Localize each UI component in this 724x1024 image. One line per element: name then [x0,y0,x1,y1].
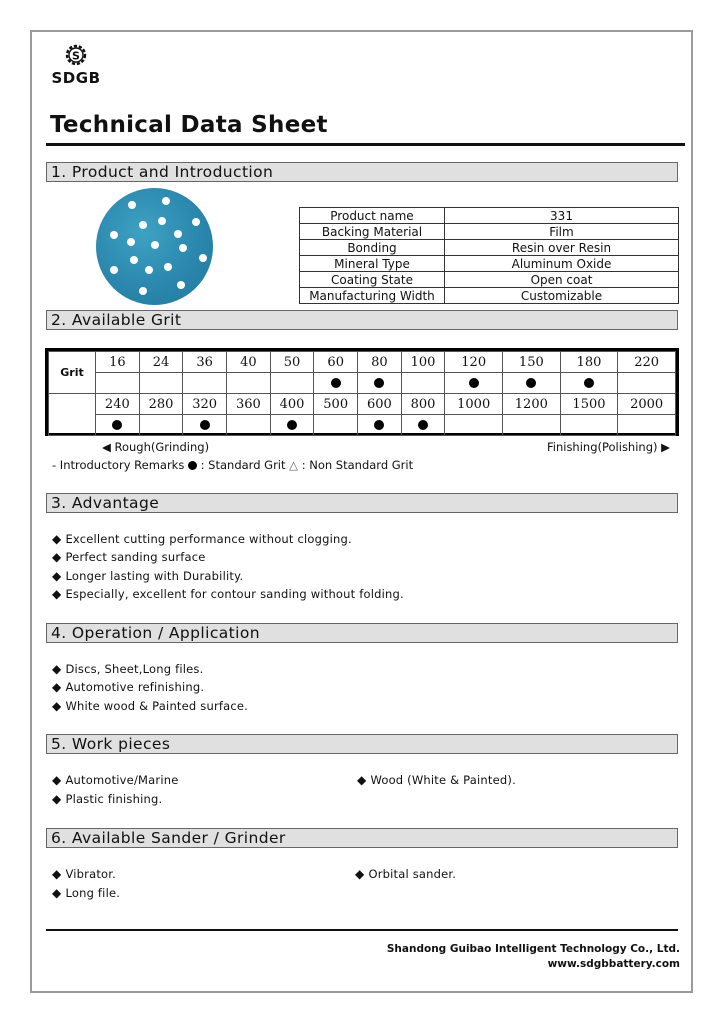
grit-mark-cell [560,373,618,394]
grit-value: 500 [314,394,358,415]
standard-grit-dot-icon [287,420,297,430]
grit-row-marks [49,415,676,436]
company-website[interactable]: www.sdgbbattery.com [547,958,680,970]
diamond-bullet-icon: ◆ [52,773,62,787]
diamond-bullet-icon: ◆ [52,550,62,564]
grit-value: 16 [96,352,140,373]
spec-row [300,224,679,240]
spec-key: Manufacturing Width [300,288,445,304]
grit-mark-cell [445,415,503,436]
diamond-bullet-icon: ◆ [355,867,365,881]
sander-item: ◆ Vibrator. [52,867,116,881]
grit-value: 180 [560,352,618,373]
workpiece-item: ◆ Wood (White & Painted). [357,773,516,787]
section-heading-sander: 6. Available Sander / Grinder [46,828,678,848]
diamond-bullet-icon: ◆ [52,587,62,601]
spec-row [300,256,679,272]
standard-grit-dot-icon [188,461,197,470]
grit-row-values [49,352,676,373]
standard-grit-dot-icon [374,420,384,430]
standard-grit-dot-icon [331,378,341,388]
grit-value: 80 [358,352,402,373]
diamond-bullet-icon: ◆ [52,699,62,713]
grit-value: 800 [401,394,445,415]
grit-mark-cell [503,415,561,436]
grit-label: Grit [49,352,96,394]
spec-value: Customizable [445,288,679,304]
section-heading-advantage: 3. Advantage [46,493,678,513]
spec-key: Bonding [300,240,445,256]
title-divider [46,143,685,146]
grit-table-box [45,348,679,436]
footer-divider [46,929,678,931]
application-item: ◆ Discs, Sheet,Long files. [52,662,204,676]
grit-value: 600 [358,394,402,415]
grit-value: 50 [270,352,314,373]
grit-mark-cell [358,415,402,436]
application-item: ◆ White wood & Painted surface. [52,699,249,713]
grit-value: 240 [96,394,140,415]
grit-value: 36 [183,352,227,373]
diamond-bullet-icon: ◆ [52,680,62,694]
diamond-bullet-icon: ◆ [52,886,62,900]
workpiece-item: ◆ Plastic finishing. [52,792,163,806]
grit-row-marks [49,373,676,394]
grit-value: 360 [227,394,271,415]
grit-mark-cell [139,373,183,394]
company-logo [48,42,104,87]
grit-value: 1200 [503,394,561,415]
standard-grit-dot-icon [584,378,594,388]
grit-mark-cell [618,415,676,436]
grit-value: 1000 [445,394,503,415]
diamond-bullet-icon: ◆ [52,792,62,806]
spec-key: Mineral Type [300,256,445,272]
advantage-item: ◆ Longer lasting with Durability. [52,569,244,583]
section-heading-application: 4. Operation / Application [46,623,678,643]
grit-row-values [49,394,676,415]
grit-mark-cell [227,415,271,436]
spec-row [300,240,679,256]
grit-mark-cell [314,373,358,394]
diamond-bullet-icon: ◆ [52,867,62,881]
company-name: Shandong Guibao Intelligent Technology Co., Ltd. [386,943,680,955]
advantage-item: ◆ Especially, excellent for contour sanding without folding. [52,587,404,601]
grit-value: 60 [314,352,358,373]
standard-grit-dot-icon [418,420,428,430]
spec-row [300,208,679,224]
grit-mark-cell [503,373,561,394]
spec-value: Open coat [445,272,679,288]
grit-mark-cell [270,373,314,394]
diamond-bullet-icon: ◆ [357,773,367,787]
grit-mark-cell [401,415,445,436]
grit-mark-cell [270,415,314,436]
grit-value: 2000 [618,394,676,415]
diamond-bullet-icon: ◆ [52,662,62,676]
standard-grit-label: : Standard Grit [200,458,286,472]
remarks-prefix: - Introductory Remarks [52,458,185,472]
product-spec-table [299,207,679,304]
svg-text:S: S [72,49,80,63]
diamond-bullet-icon: ◆ [52,532,62,546]
application-item: ◆ Automotive refinishing. [52,680,205,694]
page-title: Technical Data Sheet [50,112,328,138]
grit-value: 100 [401,352,445,373]
spec-value: Aluminum Oxide [445,256,679,272]
grit-mark-cell [358,373,402,394]
non-standard-triangle-icon: △ [289,458,299,472]
product-disc-image [96,188,213,305]
footer [387,942,680,972]
spec-row [300,272,679,288]
standard-grit-dot-icon [112,420,122,430]
grit-value: 40 [227,352,271,373]
grit-mark-cell [314,415,358,436]
section-heading-product: 1. Product and Introduction [46,162,678,182]
spec-key: Backing Material [300,224,445,240]
rough-grinding-label: ◀ Rough(Grinding) [102,440,210,454]
grit-value: 1500 [560,394,618,415]
spec-value: 331 [445,208,679,224]
grit-value: 400 [270,394,314,415]
advantage-item: ◆ Excellent cutting performance without clogging. [52,532,352,546]
spec-value: Film [445,224,679,240]
grit-mark-cell [445,373,503,394]
grit-mark-cell [183,415,227,436]
grit-value: 320 [183,394,227,415]
standard-grit-dot-icon [526,378,536,388]
standard-grit-dot-icon [200,420,210,430]
grit-mark-cell [139,415,183,436]
non-standard-grit-label: : Non Standard Grit [301,458,414,472]
grit-mark-cell [183,373,227,394]
workpiece-item: ◆ Automotive/Marine [52,773,179,787]
grit-mark-cell [618,373,676,394]
grit-table [48,351,676,436]
spec-key: Coating State [300,272,445,288]
gear-logo-icon [63,42,89,68]
spec-key: Product name [300,208,445,224]
grit-value: 120 [445,352,503,373]
grit-value: 150 [503,352,561,373]
standard-grit-dot-icon [469,378,479,388]
grit-value: 220 [618,352,676,373]
standard-grit-dot-icon [374,378,384,388]
sander-item: ◆ Orbital sander. [355,867,457,881]
grit-value: 24 [139,352,183,373]
section-heading-workpieces: 5. Work pieces [46,734,678,754]
grit-mark-cell [401,373,445,394]
grit-mark-cell [96,373,140,394]
grit-label-spacer [49,394,96,436]
diamond-bullet-icon: ◆ [52,569,62,583]
advantage-item: ◆ Perfect sanding surface [52,550,206,564]
grit-mark-cell [227,373,271,394]
finishing-polishing-label: Finishing(Polishing) ▶ [546,440,670,454]
grit-mark-cell [560,415,618,436]
sander-item: ◆ Long file. [52,886,121,900]
grit-mark-cell [96,415,140,436]
logo-text: SDGB [51,69,101,87]
grit-legend [52,458,413,472]
section-heading-grit: 2. Available Grit [46,310,678,330]
spec-value: Resin over Resin [445,240,679,256]
grit-value: 280 [139,394,183,415]
spec-row [300,288,679,304]
